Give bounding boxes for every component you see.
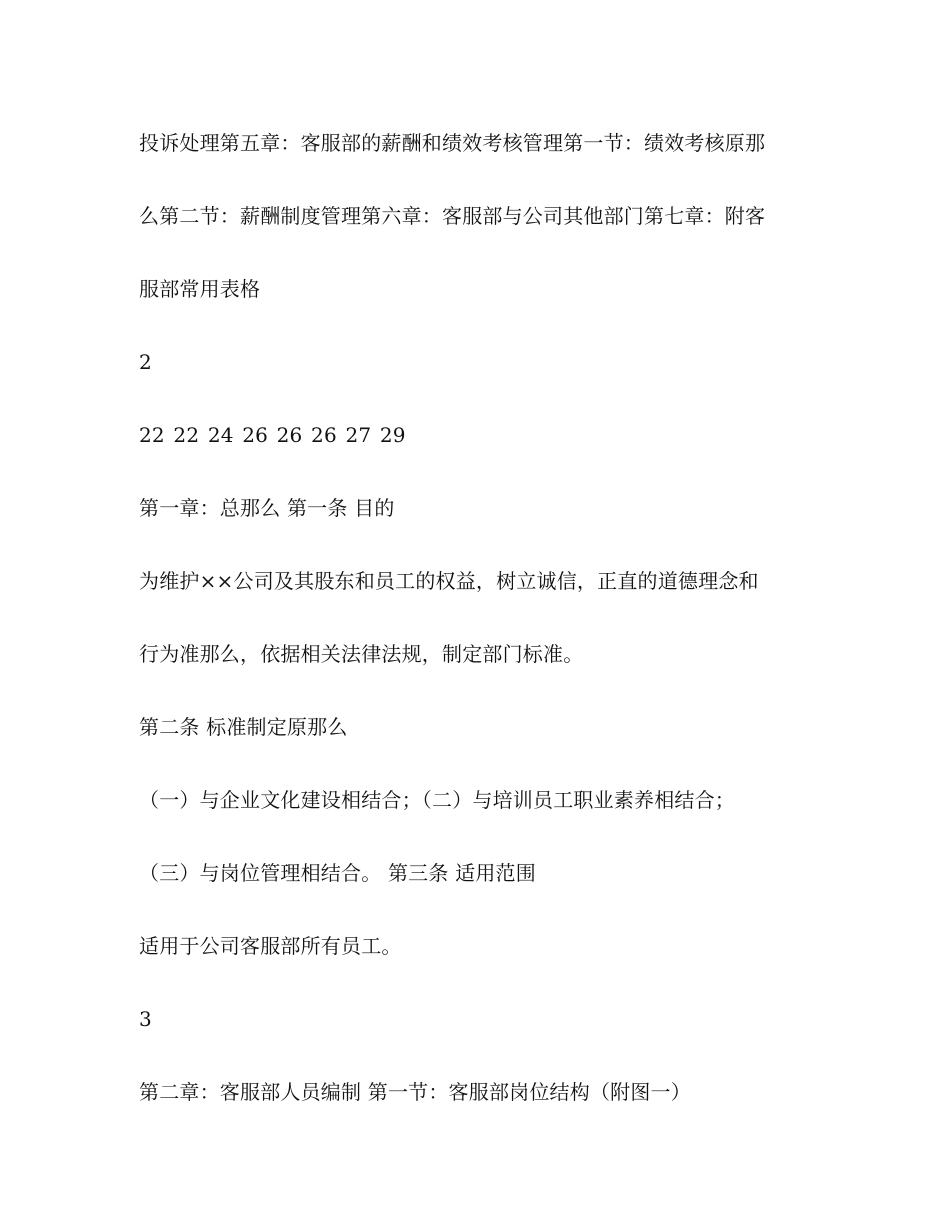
paragraph-line: 为维护××公司及其股东和员工的权益，树立诚信，正直的道德理念和	[139, 569, 759, 593]
toc-page-numbers: 22 22 24 26 26 26 27 29	[139, 423, 406, 447]
paragraph-line: 行为准那么，依据相关法律法规，制定部门标准。	[139, 642, 584, 666]
toc-line-1: 投诉处理第五章：客服部的薪酬和绩效考核管理第一节：绩效考核原那	[139, 131, 766, 155]
page-number: 3	[139, 1007, 152, 1031]
toc-line-3: 服部常用表格	[139, 277, 261, 301]
paragraph-line: （一）与企业文化建设相结合；（二）与培训员工职业素养相结合；	[139, 788, 735, 812]
article-heading: 第二条 标准制定原那么	[139, 715, 348, 739]
paragraph-line: 适用于公司客服部所有员工。	[139, 934, 402, 958]
chapter-heading: 第一章：总那么 第一条 目的	[139, 496, 395, 520]
paragraph-line: （三）与岗位管理相结合。 第三条 适用范围	[139, 861, 536, 885]
toc-line-2: 么第二节：薪酬制度管理第六章：客服部与公司其他部门第七章：附客	[139, 204, 766, 228]
page-number: 2	[139, 350, 152, 374]
chapter-heading: 第二章：客服部人员编制 第一节：客服部岗位结构（附图一）	[139, 1080, 691, 1104]
